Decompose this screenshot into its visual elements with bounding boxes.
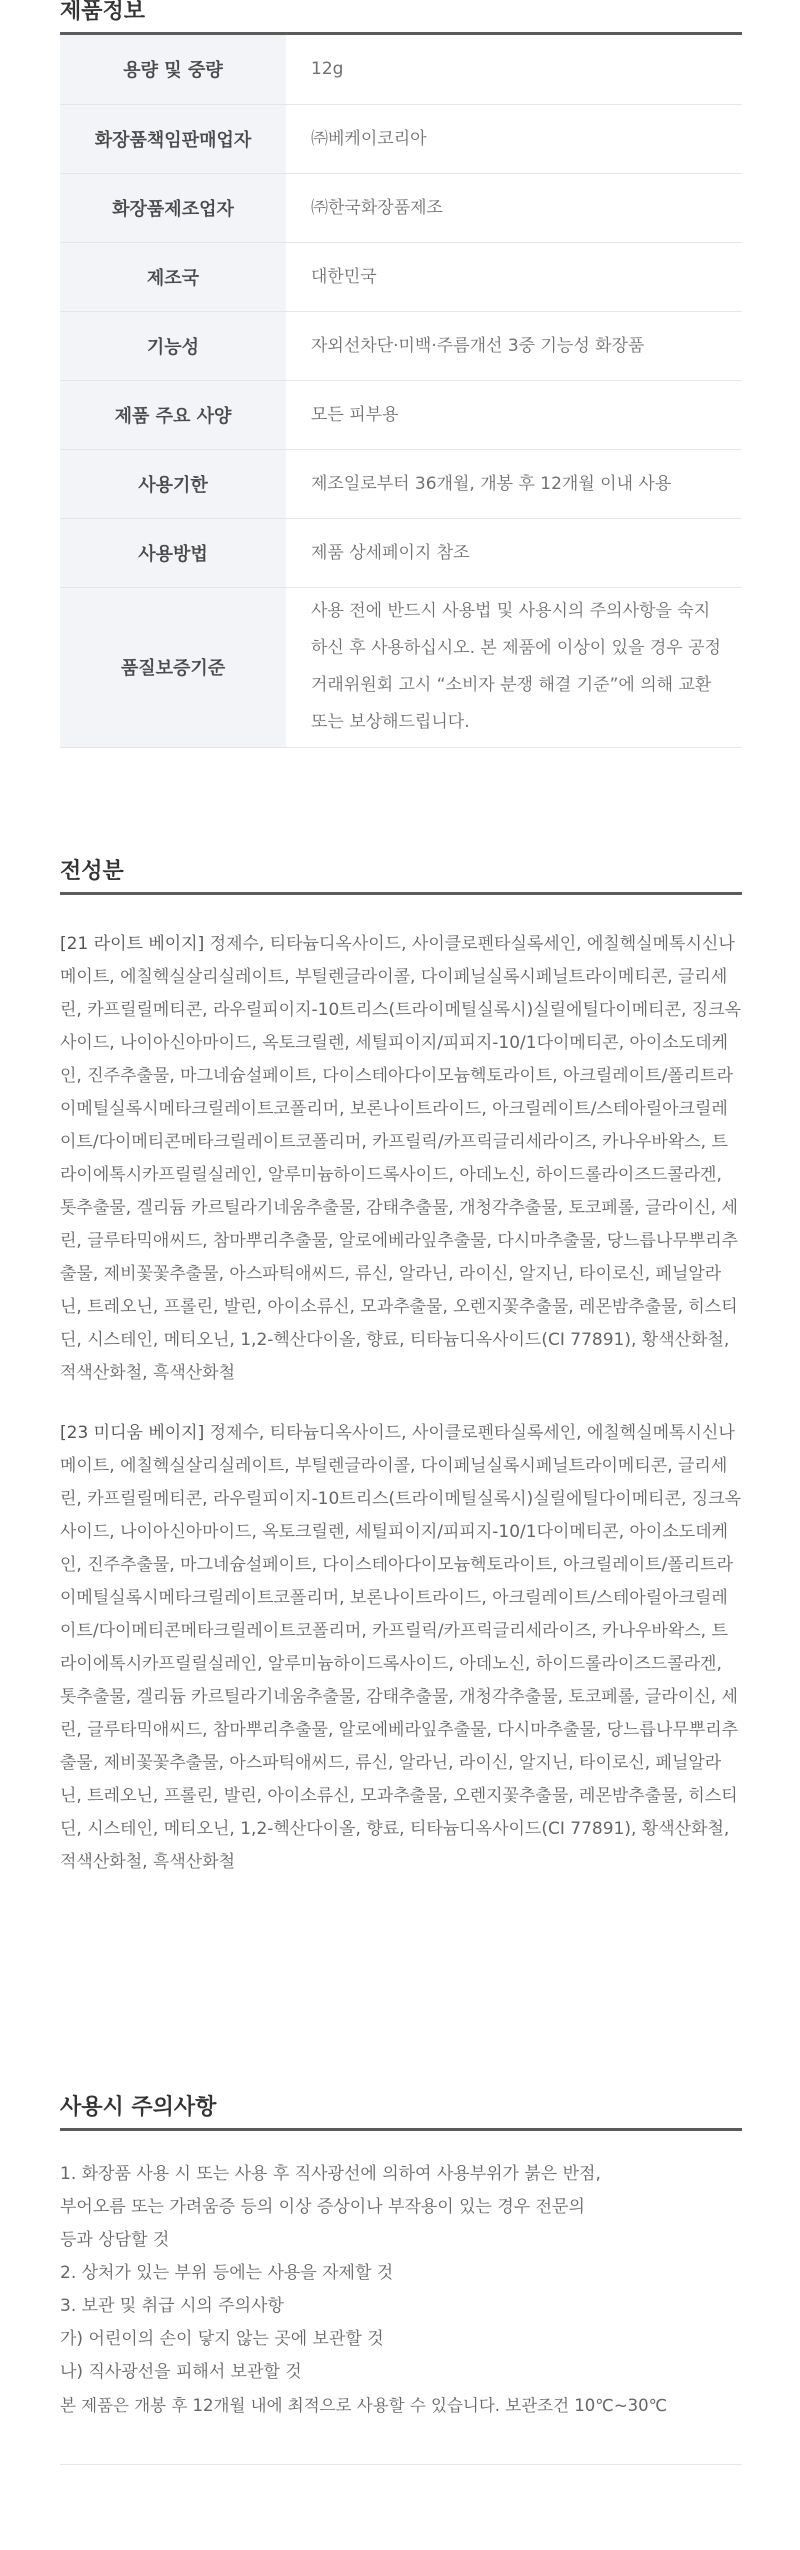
info-row-function: [60, 311, 742, 380]
info-row-manufacturer: [60, 173, 742, 242]
info-row-country: [60, 242, 742, 311]
shade-tag: [23 미디움 베이지]: [60, 1423, 205, 1443]
info-value: 제품 상세페이지 참조: [286, 518, 742, 587]
info-row-quality: [60, 587, 742, 747]
product-info-section: [60, 0, 742, 748]
caution-line: 본 제품은 개봉 후 12개월 내에 최적으로 사용할 수 있습니다. 보관조건 10℃~30℃: [60, 2396, 668, 2415]
info-value: ㈜한국화장품제조: [286, 173, 742, 242]
info-label: 사용방법: [60, 518, 286, 587]
info-label: 사용기한: [60, 449, 286, 518]
info-row-volume: [60, 35, 742, 104]
info-label: 화장품책임판매업자: [60, 104, 286, 173]
bottom-divider: [60, 2464, 742, 2465]
info-value: 대한민국: [286, 242, 742, 311]
cautions-title: 사용시 주의사항: [60, 2095, 217, 2120]
caution-line: 나) 직사광선을 피해서 보관할 것: [60, 2362, 302, 2382]
product-info-table: [60, 35, 742, 748]
info-value: 자외선차단·미백·주름개선 3중 기능성 화장품: [286, 311, 742, 380]
ingredient-list-21: [60, 928, 742, 1390]
caution-line: 가) 어린이의 손이 닿지 않는 곳에 보관할 것: [60, 2329, 384, 2349]
shade-tag: [21 라이트 베이지]: [60, 934, 205, 954]
info-row-usage: [60, 518, 742, 587]
caution-line: 2. 상처가 있는 부위 등에는 사용을 자제할 것: [60, 2263, 394, 2283]
info-value: 제조일로부터 36개월, 개봉 후 12개월 이내 사용: [286, 449, 742, 518]
ingredient-list-23: [60, 1417, 742, 1879]
caution-line: 1. 화장품 사용 시 또는 사용 후 직사광선에 의하여 사용부위가 붉은 반점,: [60, 2164, 601, 2184]
info-label: 제조국: [60, 242, 286, 311]
info-row-expiry: [60, 449, 742, 518]
cautions-section: [60, 2088, 742, 2465]
ingredient-text: 정제수, 티타늄디옥사이드, 사이클로펜타실록세인, 에칠헥실메톡시신나메이트, 에칠헥실살리실레이트, 부틸렌글라이콜, 다이페닐실록시페닐트라이메티콘, 글리세린, 카프릴릴메티콘, 라우릴피이지-10트리스(트라이메틸실록시)실릴에틸다이메티콘, 징크옥사이드, 나이아신아마이드, 옥토크릴렌, 세틸피이지/피피지-10/1다이메티콘, 아이소도데케인, 진주추출물, 마그네슘설페이트, 다이스테아다이모늄헥토라이트, 아크릴레이트/폴리트라이메틸실록시메타크릴레이트코폴리머, 보론나이트라이드, 아크릴레이트/스테아릴아크릴레이트/다이메티콘메타크릴레이트코폴리머, 카프릴릭/카프릭글리세라이즈, 카나우바왁스, 트라이에톡시카프릴릴실레인, 알루미늄하이드록사이드, 아데노신, 하이드롤라이즈드콜라겐, 톳추출물, 겔리듐 카르틸라기네움추출물, 감태추출물, 개청각추출물, 토코페롤, 글라이신, 세린, 글루타믹애씨드, 참마뿌리추출물, 알로에베라잎추출물, 다시마추출물, 당느릅나무뿌리추출물, 제비꽃꽃추출물, 아스파틱애씨드, 류신, 알라닌, 라이신, 알지닌, 타이로신, 페닐알라닌, 트레오닌, 프롤린, 발린, 아이소류신, 모과추출물, 오렌지꽃추출물, 레몬밤추출물, 히스티딘, 시스테인, 메티오닌, 1,2-헥산다이올, 향료, 티타늄디옥사이드(CI 77891), 황색산화철, 적색산화철, 흑색산화철: [60, 934, 742, 1383]
info-label: 기능성: [60, 311, 286, 380]
info-label: 화장품제조업자: [60, 173, 286, 242]
caution-line: 등과 상담할 것: [60, 2230, 170, 2250]
ingredients-title: 전성분: [60, 859, 124, 884]
product-info-title: 제품정보: [60, 0, 146, 24]
info-label: 용량 및 중량: [60, 35, 286, 104]
info-value: 사용 전에 반드시 사용법 및 사용시의 주의사항을 숙지 하신 후 사용하십시오. 본 제품에 이상이 있을 경우 공정 거래위원회 고시 “소비자 분쟁 해결 기준”에 의해 교환 또는 보상해드립니다.: [286, 587, 742, 747]
info-row-seller: [60, 104, 742, 173]
info-value: ㈜베케이코리아: [286, 104, 742, 173]
info-label: 제품 주요 사양: [60, 380, 286, 449]
caution-list: [60, 2158, 742, 2422]
info-value: 모든 피부용: [286, 380, 742, 449]
caution-line: 3. 보관 및 취급 시의 주의사항: [60, 2296, 284, 2316]
info-row-spec: [60, 380, 742, 449]
info-value: 12g: [286, 35, 742, 104]
info-label: 품질보증기준: [60, 587, 286, 747]
ingredients-section: [60, 852, 742, 1879]
ingredient-text: 정제수, 티타늄디옥사이드, 사이클로펜타실록세인, 에칠헥실메톡시신나메이트, 에칠헥실살리실레이트, 부틸렌글라이콜, 다이페닐실록시페닐트라이메티콘, 글리세린, 카프릴릴메티콘, 라우릴피이지-10트리스(트라이메틸실록시)실릴에틸다이메티콘, 징크옥사이드, 나이아신아마이드, 옥토크릴렌, 세틸피이지/피피지-10/1다이메티콘, 아이소도데케인, 진주추출물, 마그네슘설페이트, 다이스테아다이모늄헥토라이트, 아크릴레이트/폴리트라이메틸실록시메타크릴레이트코폴리머, 보론나이트라이드, 아크릴레이트/스테아릴아크릴레이트/다이메티콘메타크릴레이트코폴리머, 카프릴릭/카프릭글리세라이즈, 카나우바왁스, 트라이에톡시카프릴릴실레인, 알루미늄하이드록사이드, 아데노신, 하이드롤라이즈드콜라겐, 톳추출물, 겔리듐 카르틸라기네움추출물, 감태추출물, 개청각추출물, 토코페롤, 글라이신, 세린, 글루타믹애씨드, 참마뿌리추출물, 알로에베라잎추출물, 다시마추출물, 당느릅나무뿌리추출물, 제비꽃꽃추출물, 아스파틱애씨드, 류신, 알라닌, 라이신, 알지닌, 타이로신, 페닐알라닌, 트레오닌, 프롤린, 발린, 아이소류신, 모과추출물, 오렌지꽃추출물, 레몬밤추출물, 히스티딘, 시스테인, 메티오닌, 1,2-헥산다이올, 향료, 티타늄디옥사이드(CI 77891), 황색산화철, 적색산화철, 흑색산화철: [60, 1423, 742, 1872]
caution-line: 부어오름 또는 가려움증 등의 이상 증상이나 부작용이 있는 경우 전문의: [60, 2197, 585, 2217]
